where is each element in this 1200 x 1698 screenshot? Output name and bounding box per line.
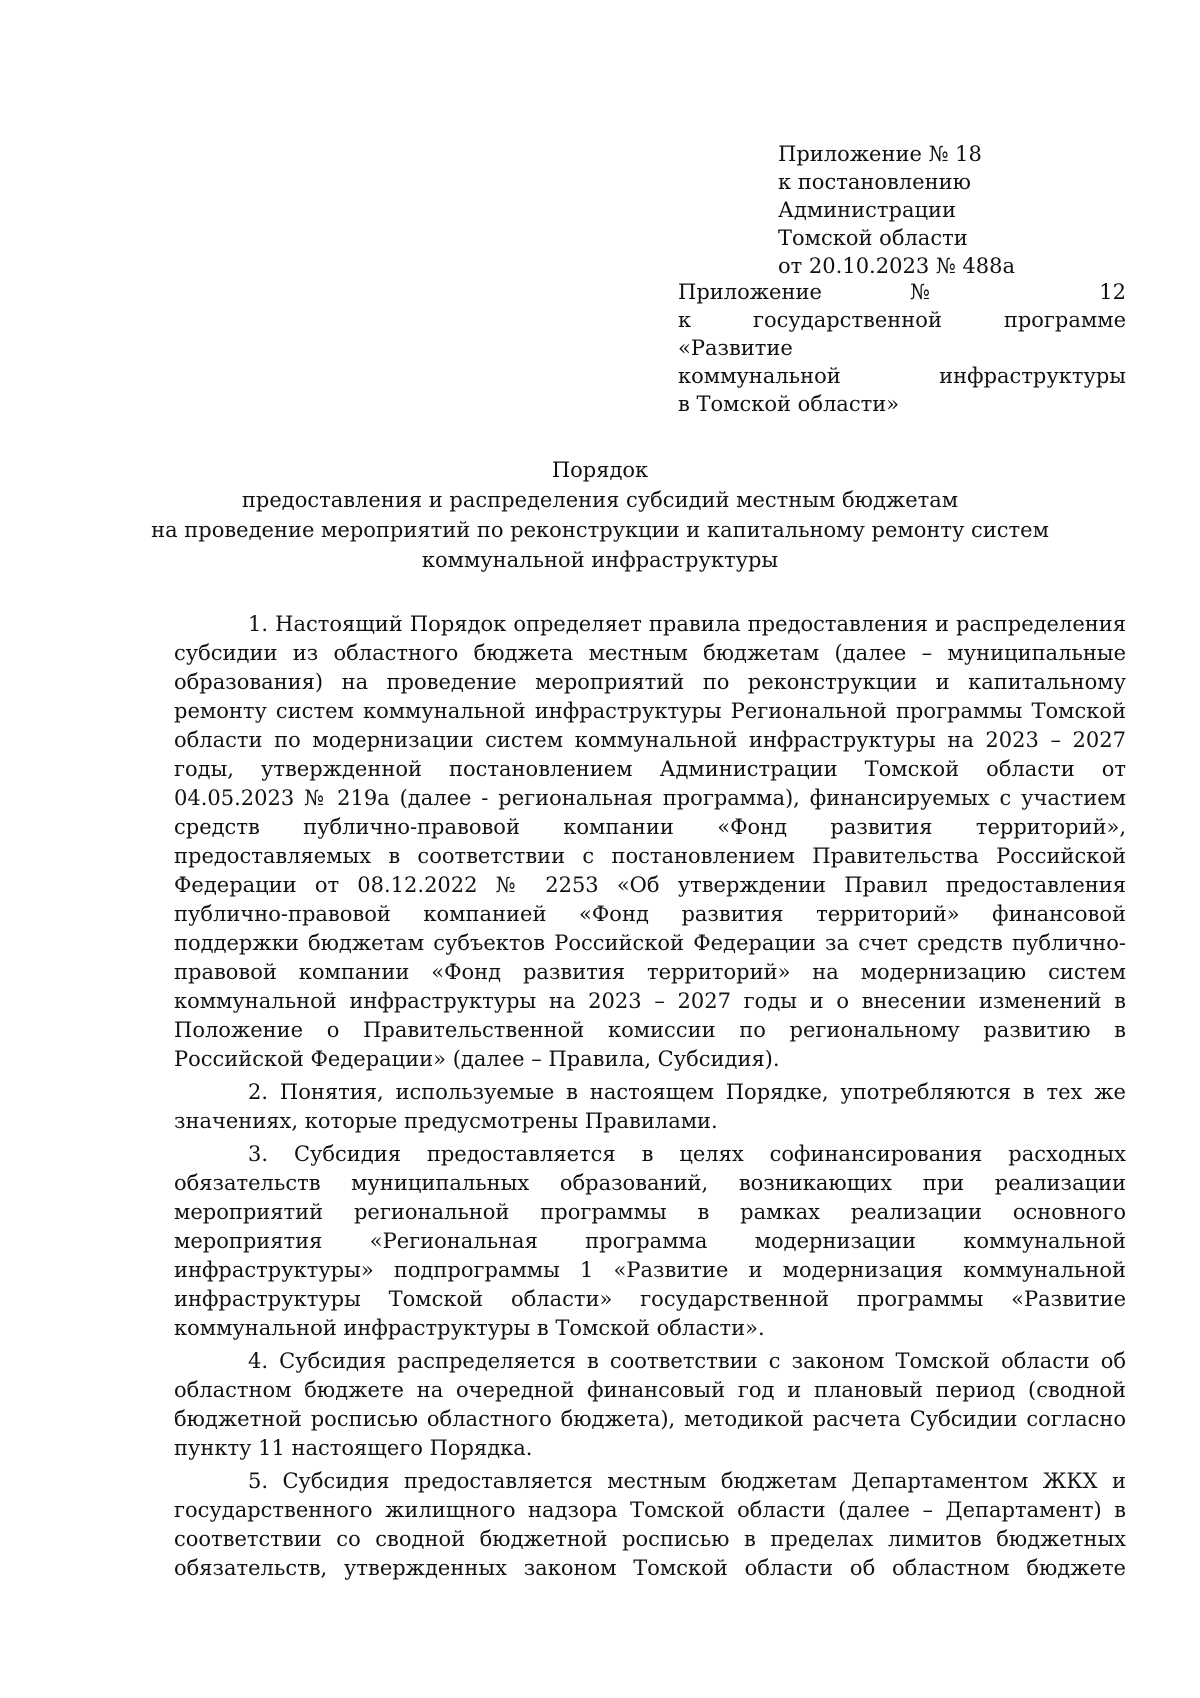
appendix-18-region: Томской области (778, 226, 968, 250)
appendix-18-number: Приложение № 18 (778, 142, 982, 166)
title-line-4: коммунальной инфраструктуры (421, 548, 779, 572)
title-heading: Порядок (551, 458, 649, 482)
paragraph-5: 5. Субсидия предоставляется местным бюджетам Департаментом ЖКХ и государственного жилищного надзора Томской области (далее – Департамент) в соответствии со сводной бюджетной росписью в пределах лимитов бюджетных обязательств, утвержденных законом Томской области об областном бюджете (174, 1469, 1126, 1580)
paragraph-1: 1. Настоящий Порядок определяет правила предоставления и распределения субсидии из областного бюджета местным бюджетам (далее – муниципальные образования) на проведение мероприятий по реконструкции и капитальному ремонту систем коммунальной инфраструктуры Региональной программы Томской области по модернизации систем коммунальной инфраструктуры на 2023 – 2027 годы, утвержденной постановлением Администрации Томской области от 04.05.2023 № 219а (далее - региональная программа), финансируемых с участием средств публично-правовой компании «Фонд развития территорий», предоставляемых в соответствии с постановлением Правительства Российской Федерации от 08.12.2022 № 2253 «Об утверждении Правил предоставления публично-правовой компанией «Фонд развития территорий» финансовой поддержки бюджетам субъектов Российской Федерации за счет средств публично-правовой компании «Фонд развития территорий» на модернизацию систем коммунальной инфраструктуры на 2023 – 2027 годы и о внесении изменений в Положение о Правительственной комиссии по региональному развитию в Российской Федерации» (далее – Правила, Субсидия). (174, 612, 1126, 1071)
paragraph-3: 3. Субсидия предоставляется в целях софинансирования расходных обязательств муниципальных образований, возникающих при реализации мероприятий региональной программы в рамках реализации основного мероприятия «Региональная программа модернизации коммунальной инфраструктуры» подпрограммы 1 «Развитие и модернизация коммунальной инфраструктуры Томской области» государственной программы «Развитие коммунальной инфраструктуры в Томской области». (174, 1142, 1126, 1340)
appendix-18-header (778, 140, 1138, 280)
appendix-12-program: к государственной программе «Развитие (678, 308, 1126, 360)
document-title (150, 455, 1050, 575)
paragraph-4: 4. Субсидия распределяется в соответствии с законом Томской области об областном бюджете на очередной финансовый год и плановый период (сводной бюджетной росписью областного бюджета), методикой расчета Субсидии согласно пункту 11 настоящего Порядка. (174, 1349, 1126, 1460)
appendix-18-date: от 20.10.2023 № 488а (778, 254, 1015, 278)
appendix-12-number: Приложение № 12 (678, 280, 1126, 304)
title-line-2: предоставления и распределения субсидий местным бюджетам (241, 488, 959, 512)
title-line-3: на проведение мероприятий по реконструкции и капитальному ремонту систем (151, 518, 1049, 542)
appendix-12-header (678, 278, 1126, 418)
appendix-18-resolution: к постановлению Администрации (778, 170, 971, 222)
appendix-12-region: в Томской области» (678, 392, 900, 416)
appendix-12-program-cont: коммунальной инфраструктуры (678, 364, 1126, 388)
paragraph-2: 2. Понятия, используемые в настоящем Порядке, употребляются в тех же значениях, которые предусмотрены Правилами. (174, 1080, 1126, 1133)
document-body (174, 610, 1126, 1587)
